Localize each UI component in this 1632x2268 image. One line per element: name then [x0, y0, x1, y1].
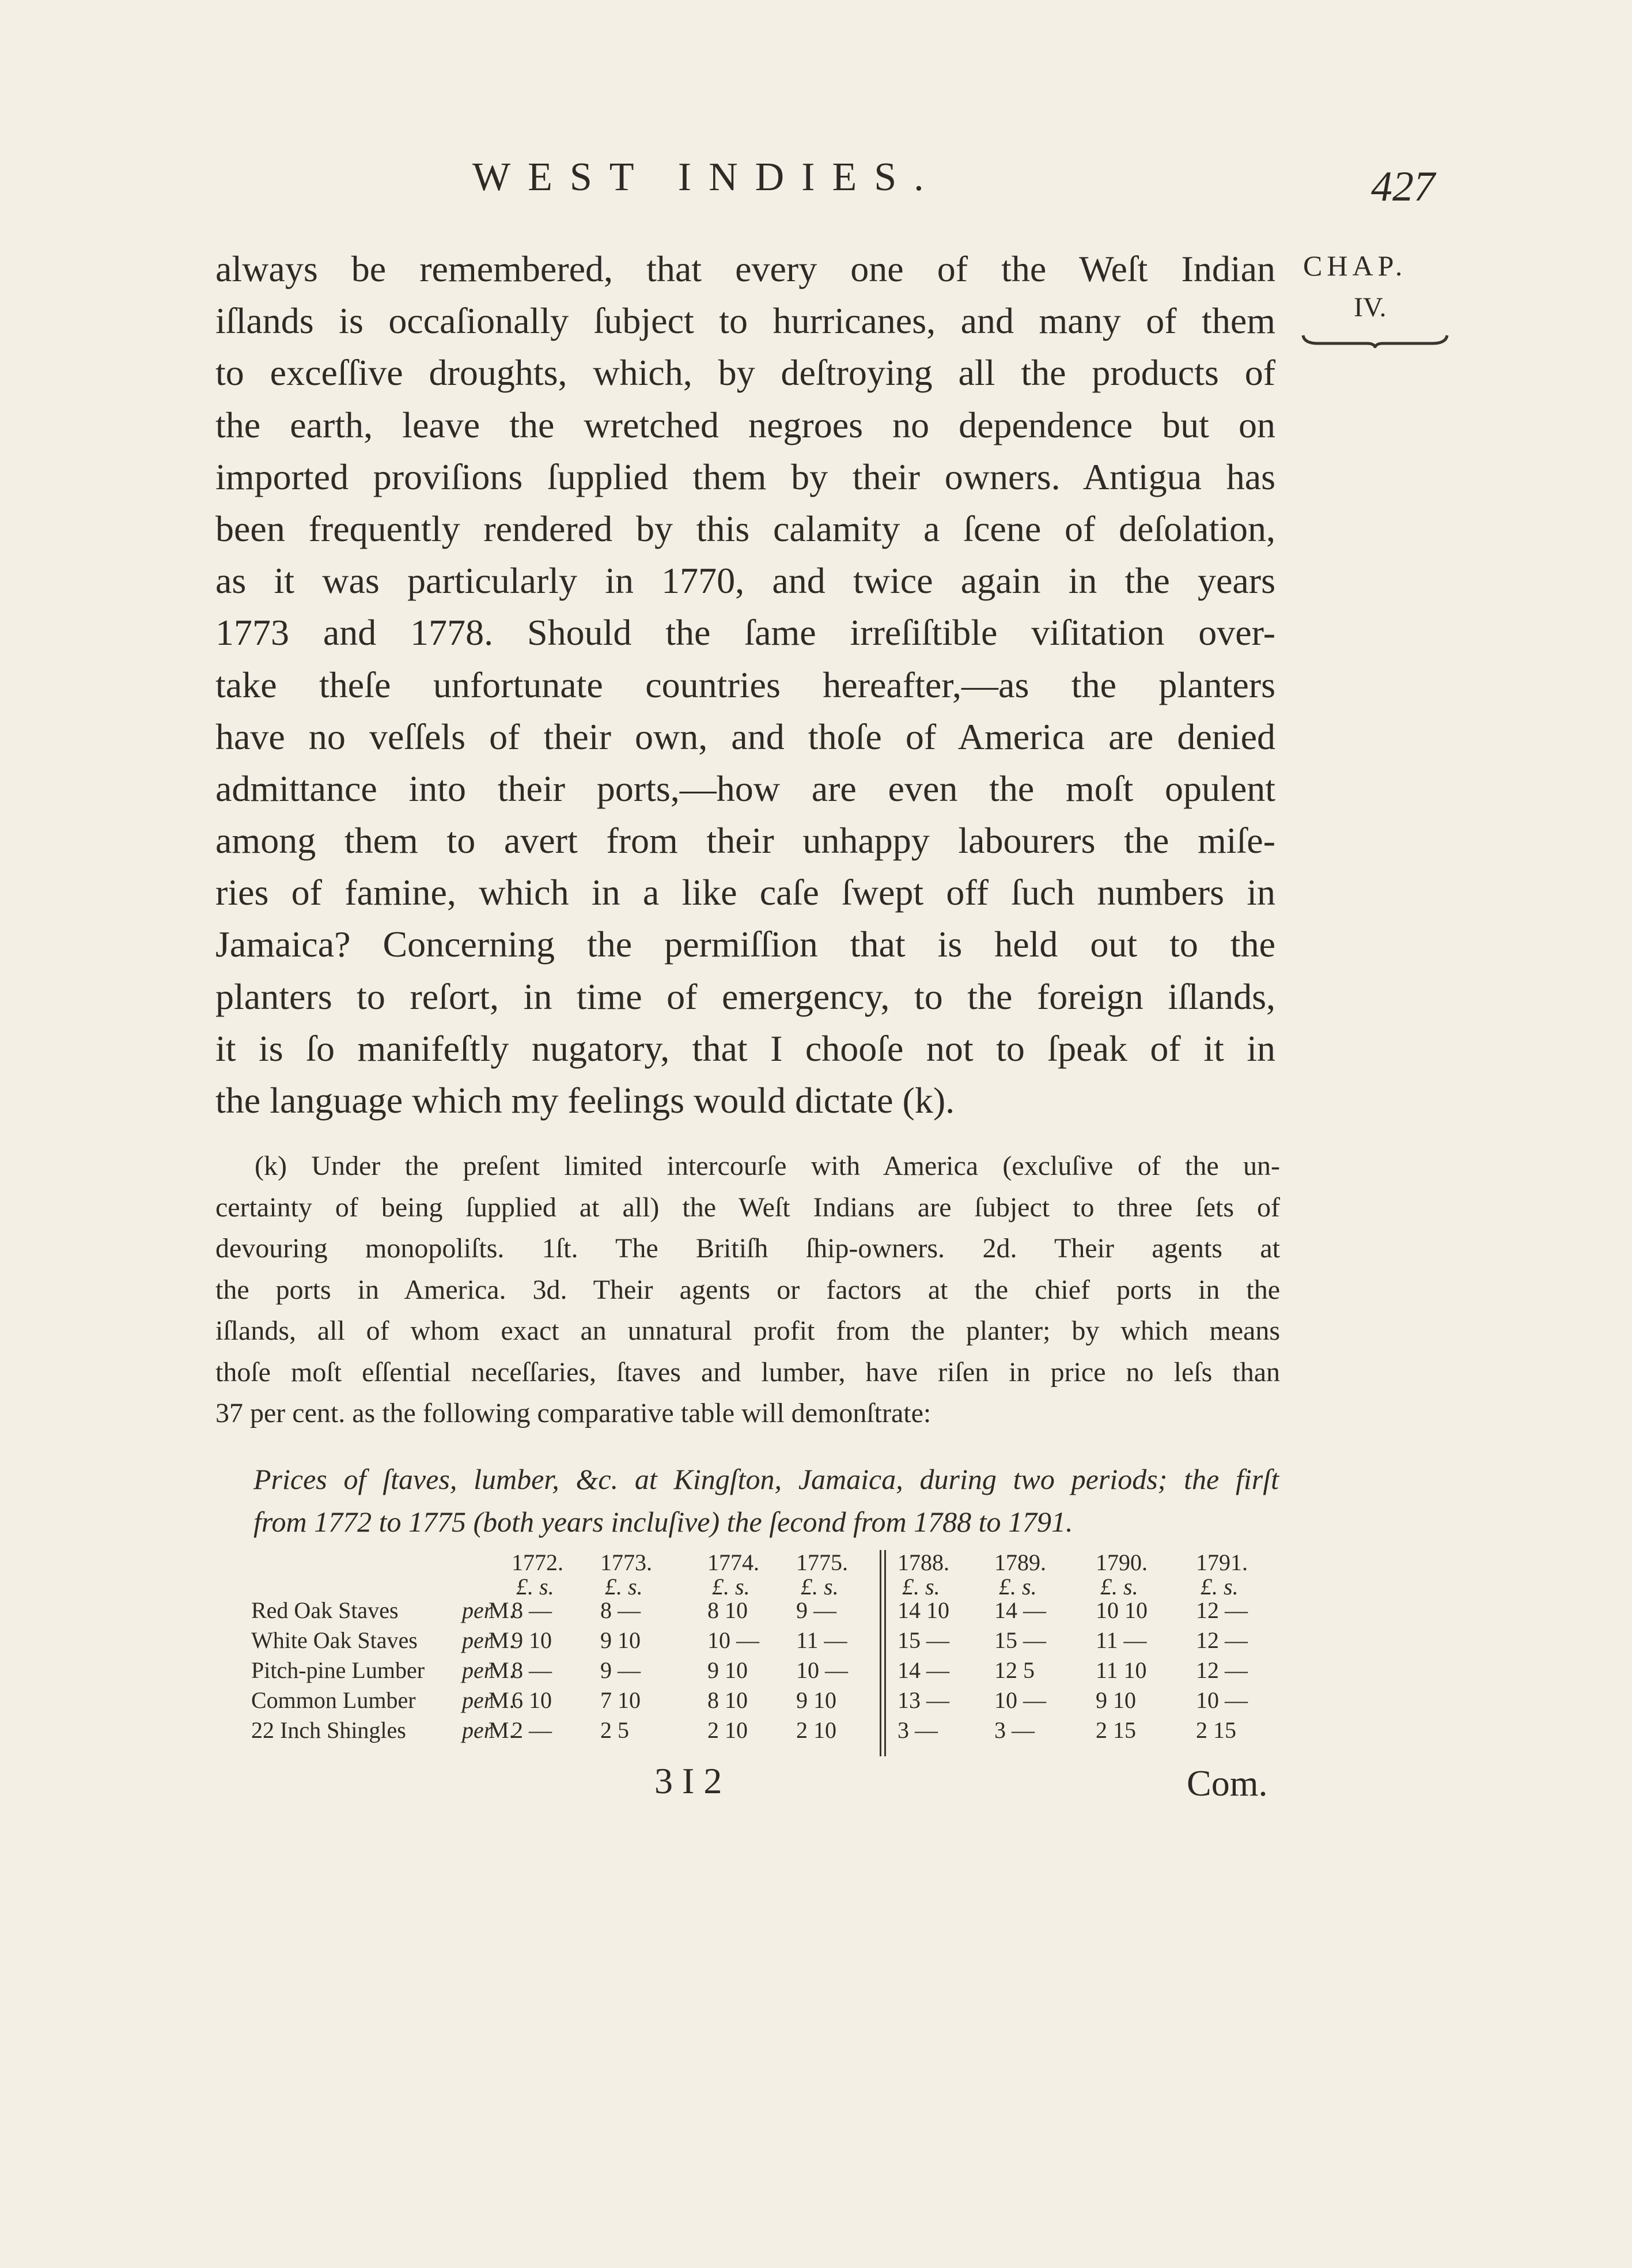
table-row — [251, 1596, 1294, 1626]
price-cell: 9 10 — [1096, 1687, 1136, 1714]
body-line: it is ſo manifeſtly nugatory, that I chooſe not to ſpeak of it in — [215, 1027, 1275, 1069]
currency-unit: £. s. — [516, 1573, 554, 1600]
price-cell: 10 10 — [1096, 1597, 1148, 1624]
body-line: the earth, leave the wretched negroes no dependence but on — [215, 404, 1275, 445]
currency-unit: £. s. — [712, 1573, 750, 1600]
per-label: per — [462, 1627, 493, 1654]
table-caption — [253, 1458, 1279, 1543]
body-line: take theſe unfortunate countries hereafter,—as the planters — [215, 664, 1275, 705]
price-cell: 11 — — [1096, 1627, 1147, 1654]
body-line: iſlands is occaſionally ſubject to hurricanes, and many of them — [215, 300, 1275, 342]
body-line: imported proviſions ſupplied them by their owners. Antigua has — [215, 456, 1275, 497]
price-cell: 2 — — [512, 1717, 552, 1744]
table-row — [251, 1715, 1294, 1745]
item-label: Common Lumber — [251, 1687, 416, 1714]
body-line: always be remembered, that every one of the Weſt Indian — [215, 248, 1275, 289]
price-cell: 3 — — [898, 1717, 938, 1744]
price-cell: 8 — — [600, 1597, 641, 1624]
body-line: among them to avert from their unhappy labourers the miſe- — [215, 820, 1275, 861]
item-label: 22 Inch Shingles — [251, 1717, 406, 1744]
price-cell: 10 — — [707, 1627, 759, 1654]
body-text — [215, 243, 1275, 1127]
body-line: Jamaica? Concerning the permiſſion that is held out to the — [215, 924, 1275, 965]
per-unit: M. — [489, 1657, 515, 1684]
price-cell: 9 10 — [512, 1627, 552, 1654]
footnote-line: thoſe moſt eſſential neceſſaries, ſtaves and lumber, have riſen in price no leſs than — [215, 1356, 1280, 1388]
price-cell: 12 — — [1196, 1627, 1248, 1654]
per-label: per — [462, 1657, 493, 1684]
table-row — [251, 1685, 1294, 1715]
year-header: 1774. — [707, 1549, 759, 1575]
signature-mark: 3 I 2 — [654, 1760, 722, 1801]
price-cell: 9 — — [600, 1657, 641, 1684]
year-header: 1790. — [1096, 1549, 1148, 1575]
price-cell: 2 15 — [1096, 1717, 1136, 1744]
table-row — [251, 1626, 1294, 1655]
table-row — [251, 1655, 1294, 1685]
margin-brace-icon — [1301, 333, 1449, 348]
body-line: 1773 and 1778. Should the ſame irreſiſtible viſitation over- — [215, 612, 1275, 653]
price-cell: 12 — — [1196, 1597, 1248, 1624]
year-header: 1772. — [512, 1549, 563, 1575]
margin-chapter-number: IV. — [1354, 292, 1387, 323]
footnote-line: the ports in America. 3d. Their agents or factors at the chief ports in the — [215, 1274, 1280, 1305]
price-cell: 13 — — [898, 1687, 949, 1714]
body-line: ries of famine, which in a like caſe ſwept off ſuch numbers in — [215, 872, 1275, 913]
body-line: admittance into their ports,—how are even the moſt opulent — [215, 768, 1275, 809]
currency-unit: £. s. — [999, 1573, 1037, 1600]
price-cell: 7 10 — [600, 1687, 641, 1714]
price-cell: 14 10 — [898, 1597, 949, 1624]
price-cell: 9 10 — [707, 1657, 748, 1684]
year-header: 1775. — [796, 1549, 848, 1575]
price-cell: 14 — — [898, 1657, 949, 1684]
price-cell: 10 — — [796, 1657, 848, 1684]
body-line: as it was particularly in 1770, and twice again in the years — [215, 560, 1275, 602]
year-header: 1789. — [994, 1549, 1046, 1575]
currency-unit: £. s. — [1100, 1573, 1138, 1600]
price-cell: 11 — — [796, 1627, 847, 1654]
body-line: have no veſſels of their own, and thoſe of America are denied — [215, 716, 1275, 757]
per-label: per — [462, 1597, 493, 1624]
price-cell: 8 — — [512, 1657, 552, 1684]
catchword: Com. — [1187, 1763, 1268, 1804]
price-cell: 12 — — [1196, 1657, 1248, 1684]
footnote-line: iſlands, all of whom exact an unnatural profit from the planter; by which means — [215, 1316, 1280, 1346]
table-double-rule — [884, 1550, 886, 1756]
caption-line: from 1772 to 1775 (both years incluſive) the ſecond from 1788 to 1791. — [253, 1506, 1073, 1538]
currency-unit: £. s. — [902, 1573, 940, 1600]
price-cell: 2 10 — [707, 1717, 748, 1744]
price-table — [251, 1548, 1294, 1755]
item-label: Red Oak Staves — [251, 1597, 399, 1624]
item-label: White Oak Staves — [251, 1627, 418, 1654]
body-line: to exceſſive droughts, which, by deſtroying all the products of — [215, 352, 1275, 394]
price-cell: 8 — — [512, 1597, 552, 1624]
footnote-line: (k) Under the preſent limited intercourſe with America (excluſive of the un- — [255, 1151, 1280, 1181]
body-line: planters to reſort, in time of emergency, to the foreign iſlands, — [215, 976, 1275, 1017]
price-cell: 9 — — [796, 1597, 836, 1624]
per-unit: M. — [489, 1687, 515, 1714]
price-cell: 12 5 — [994, 1657, 1035, 1684]
price-cell: 15 — — [994, 1627, 1046, 1654]
footnote — [215, 1146, 1280, 1434]
margin-chapter-label: CHAP. — [1303, 250, 1407, 282]
year-header: 1791. — [1196, 1549, 1248, 1575]
currency-unit: £. s. — [1201, 1573, 1239, 1600]
price-cell: 2 15 — [1196, 1717, 1236, 1744]
price-cell: 2 5 — [600, 1717, 629, 1744]
price-cell: 15 — — [898, 1627, 949, 1654]
per-unit: M. — [489, 1717, 515, 1744]
footnote-line: certainty of being ſupplied at all) the Weſt Indians are ſubject to three ſets of — [215, 1192, 1280, 1223]
running-title: WEST INDIES. — [472, 155, 941, 199]
per-unit: M. — [489, 1627, 515, 1654]
price-cell: 8 10 — [707, 1687, 748, 1714]
currency-unit: £. s. — [801, 1573, 839, 1600]
item-label: Pitch-pine Lumber — [251, 1657, 425, 1684]
price-cell: 10 — — [994, 1687, 1046, 1714]
price-cell: 11 10 — [1096, 1657, 1147, 1684]
price-cell: 6 10 — [512, 1687, 552, 1714]
year-header: 1788. — [898, 1549, 949, 1575]
price-cell: 9 10 — [600, 1627, 641, 1654]
currency-unit: £. s. — [605, 1573, 643, 1600]
year-header: 1773. — [600, 1549, 652, 1575]
price-cell: 10 — — [1196, 1687, 1248, 1714]
price-cell: 14 — — [994, 1597, 1046, 1624]
per-label: per — [462, 1717, 493, 1744]
price-cell: 9 10 — [796, 1687, 836, 1714]
table-double-rule — [880, 1550, 881, 1756]
price-cell: 8 10 — [707, 1597, 748, 1624]
price-cell: 3 — — [994, 1717, 1035, 1744]
caption-line: Prices of ſtaves, lumber, &c. at Kingſton, Jamaica, during two periods; the firſt — [253, 1463, 1279, 1495]
body-line: the language which my feelings would dictate (k). — [215, 1080, 955, 1121]
per-label: per — [462, 1687, 493, 1714]
footnote-line: devouring monopoliſts. 1ſt. The Britiſh ſhip-owners. 2d. Their agents at — [215, 1233, 1280, 1264]
per-unit: M. — [489, 1597, 515, 1624]
price-cell: 2 10 — [796, 1717, 836, 1744]
body-line: been frequently rendered by this calamity a ſcene of deſolation, — [215, 508, 1275, 549]
page-number: 427 — [1371, 163, 1435, 210]
footnote-line: 37 per cent. as the following comparative table will demonſtrate: — [215, 1398, 932, 1428]
